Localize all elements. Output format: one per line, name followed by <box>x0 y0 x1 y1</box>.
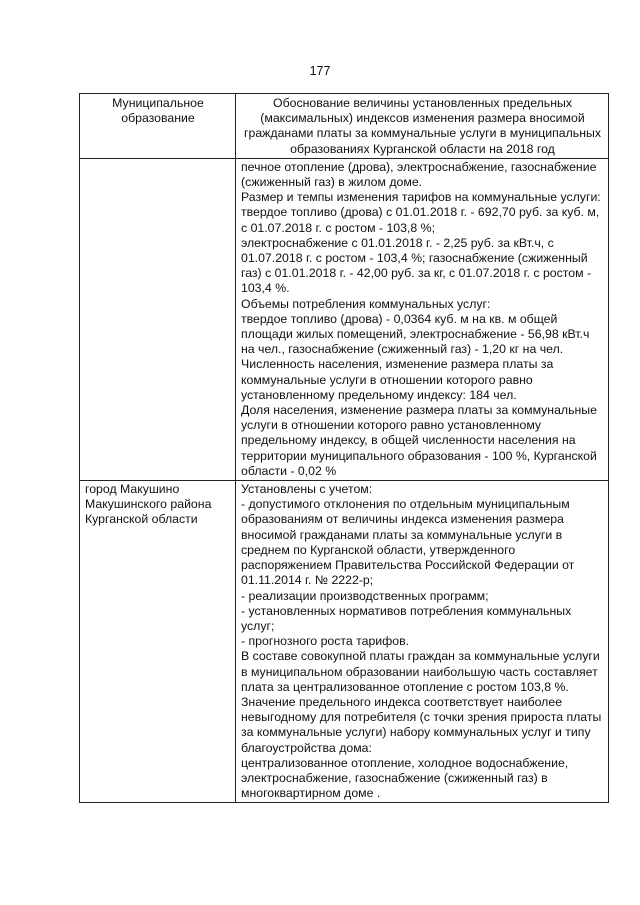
municipality-cell: город Макушино Макушинского района Курганской области <box>80 481 236 803</box>
paragraph: Доля населения, изменение размера платы за коммунальные услуги в отношении которого равно установленному предельному индексу, в общей численности населения на территории муниципального образования - 100 %, Курганской области - 0,02 % <box>241 403 597 478</box>
paragraph: твердое топливо (дрова) с 01.01.2018 г. - 692,70 руб. за куб. м, с 01.07.2018 г. с ростом - 103,8 %; <box>241 205 600 235</box>
justification-table <box>79 93 609 803</box>
paragraph: - прогнозного роста тарифов. <box>241 634 410 649</box>
paragraph: - реализации производственных программ; <box>241 588 489 603</box>
paragraph: печное отопление (дрова), электроснабжение, газоснабжение (сжиженный газ) в жилом доме. <box>241 159 597 190</box>
paragraph: Размер и темпы изменения тарифов на коммунальные услуги: <box>241 190 601 205</box>
paragraph: электроснабжение с 01.01.2018 г. - 2,25 руб. за кВт.ч, с 01.07.2018 г. с ростом - 103,4 %; газоснабжение (сжиженный газ) с 01.01.2018 г. - 42,00 руб. за кг, с 01.07.2018 г. с ростом - 103,4 %. <box>241 235 592 296</box>
table-row <box>80 481 609 803</box>
table-header-row <box>80 94 609 159</box>
paragraph: Значение предельного индекса соответствует наиболее невыгодному для потребителя (с точки зрения прироста платы за коммунальные услуги) набору коммунальных услуг и типу благоустройства дома: <box>241 694 602 755</box>
table-row <box>80 158 609 480</box>
paragraph: Установлены с учетом: <box>241 482 373 497</box>
paragraph: - допустимого отклонения по отдельным муниципальным образованиям от величины индекса изменения размера вносимой гражданами платы за коммунальные услуги в среднем по Курганской области, утвержденного распоряжением Правительства Российской Федерации от 01.11.2014 г. № 2222-р; <box>241 497 575 588</box>
justification-cell <box>236 481 609 803</box>
page-number: 177 <box>309 64 331 78</box>
paragraph: В составе совокупной платы граждан за коммунальные услуги в муниципальном образовании наибольшую часть составляет плата за централизованное отопление с ростом 103,8 %. <box>241 649 600 694</box>
municipality-cell <box>80 158 236 480</box>
header-municipality: Муниципальное образование <box>80 94 236 159</box>
paragraph: Объемы потребления коммунальных услуг: <box>241 296 491 311</box>
paragraph: - установленных нормативов потребления коммунальных услуг; <box>241 603 572 633</box>
paragraph: твердое топливо (дрова) - 0,0364 куб. м на кв. м общей площади жилых помещений, электроснабжение - 56,98 кВт.ч на чел., газоснабжение (сжиженный газ) - 1,20 кг на чел. <box>241 311 590 357</box>
paragraph: Численность населения, изменение размера платы за коммунальные услуги в отношении которого равно установленному предельному индексу: 184 чел. <box>241 357 554 402</box>
justification-cell <box>236 158 609 480</box>
header-justification: Обоснование величины установленных предельных (максимальных) индексов изменения размера вносимой гражданами платы за коммунальные услуги в муниципальных образованиях Курганской области на 2018 год <box>236 94 609 159</box>
paragraph: централизованное отопление, холодное водоснабжение, электроснабжение, газоснабжение (сжиженный газ) в многоквартирном доме . <box>241 755 569 801</box>
